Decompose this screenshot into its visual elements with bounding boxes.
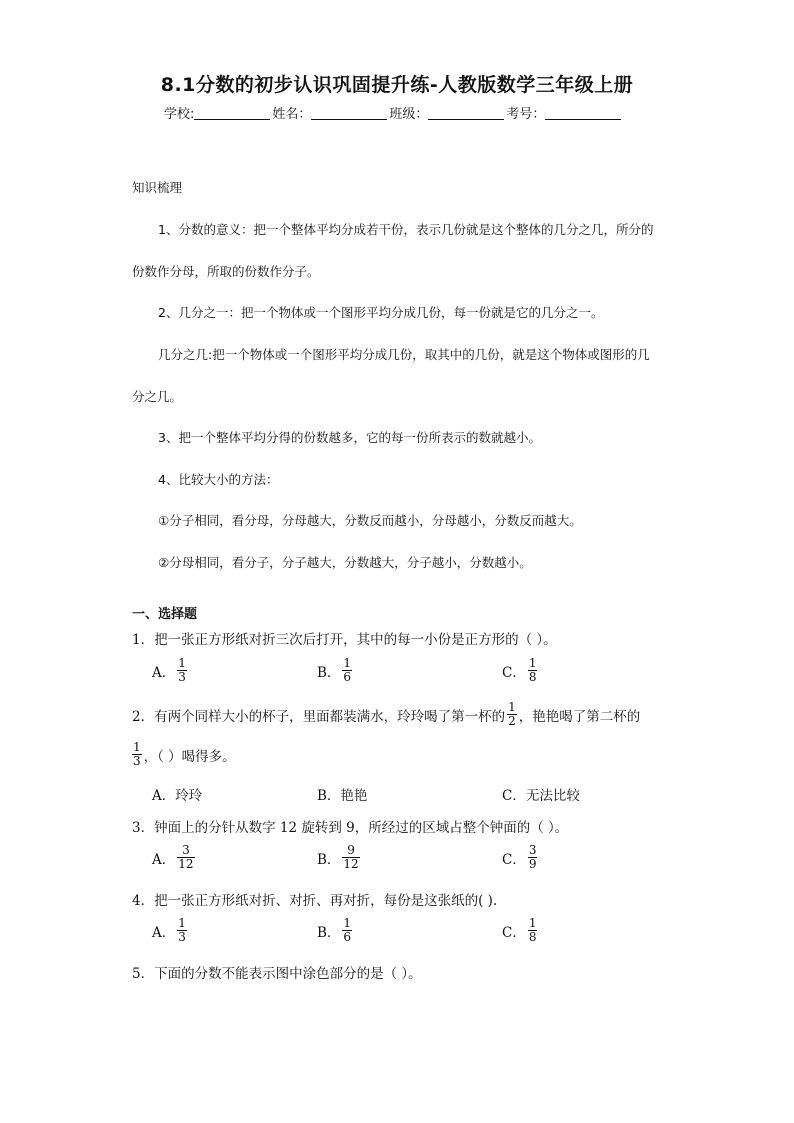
knowledge-point-1a: 1、分数的意义：把一个整体平均分成若干份，表示几份就是这个整体的几分之几，所分的 — [158, 222, 654, 237]
knowledge-point-1b: 份数作分母，所取的份数作分子。 — [132, 264, 320, 279]
fraction: $\frac{1}{3}$ — [178, 656, 186, 684]
fraction: $\frac{1}{8}$ — [528, 916, 537, 944]
option-label: C． — [502, 924, 526, 941]
option-label: B． — [317, 664, 341, 681]
school-blank[interactable] — [194, 107, 270, 120]
school-label: 学校: — [164, 107, 195, 122]
option-text: 玲玲 — [175, 788, 203, 804]
knowledge-heading: 知识梳理 — [132, 180, 183, 195]
option-label: A． — [152, 788, 176, 804]
knowledge-point-2: 2、几分之一：把一个物体或一个图形平均分成几份，每一份就是它的几分之一。 — [158, 305, 604, 320]
knowledge-point-4: 3、把一个整体平均分得的份数越多，它的每一份所表示的数就越小。 — [158, 430, 541, 445]
q2-option-c[interactable] — [502, 784, 580, 804]
option-text: 无法比较 — [525, 788, 580, 804]
q1-option-a[interactable] — [152, 657, 189, 684]
question-1-text: 1．把一张正方形纸对折三次后打开，其中的每一小份是正方形的（ ）。 — [132, 632, 557, 648]
question-4-text: 4．把一张正方形纸对折、对折、再对折，每份是这张纸的( ). — [132, 893, 498, 909]
option-label: B． — [317, 788, 341, 804]
option-label: B． — [317, 851, 341, 868]
option-label: C． — [502, 851, 526, 868]
fraction: $\frac{1}{3}$ — [178, 916, 186, 944]
knowledge-point-6: ①分子相同，看分母，分母越大，分数反而越小，分母越小，分数反而越大。 — [158, 513, 582, 528]
question-5-text: 5．下面的分数不能表示图中涂色部分的是（ ）。 — [132, 966, 422, 982]
question-2-text-b: ，艳艳喝了第二杯的 — [518, 708, 641, 725]
name-blank[interactable] — [311, 107, 387, 120]
q2-option-b[interactable] — [317, 784, 367, 804]
option-label: A． — [152, 924, 176, 941]
knowledge-point-3a: 几分之几:把一个物体或一个图形平均分成几份，取其中的几份，就是这个物体或图形的几 — [158, 347, 650, 362]
fraction: $\frac{1}{6}$ — [343, 656, 352, 684]
option-label: B． — [317, 924, 341, 941]
class-label: 班级： — [389, 107, 429, 122]
q1-option-b[interactable] — [317, 657, 354, 684]
q1-option-c[interactable] — [502, 657, 539, 684]
option-label: C． — [502, 788, 526, 804]
q4-option-a[interactable] — [152, 917, 189, 944]
number-blank[interactable] — [545, 107, 621, 120]
option-text: 艳艳 — [340, 788, 368, 804]
option-label: C． — [502, 664, 526, 681]
knowledge-point-7: ②分母相同，看分子，分子越大，分数越大，分子越小，分数越小。 — [158, 555, 532, 570]
fraction: $\frac{3}{9}$ — [528, 843, 537, 871]
fraction: $\frac{9}{12}$ — [343, 843, 359, 871]
knowledge-point-5: 4、比较大小的方法： — [158, 472, 279, 487]
question-2-line-2 — [132, 741, 236, 768]
q3-option-c[interactable] — [502, 844, 539, 871]
fraction: $\frac{1}{6}$ — [343, 916, 352, 944]
q3-option-a[interactable] — [152, 844, 197, 871]
name-label: 姓名： — [272, 107, 312, 122]
q4-option-b[interactable] — [317, 917, 354, 944]
option-label: A． — [152, 664, 176, 681]
section-heading: 一、选择题 — [132, 607, 198, 622]
number-label: 考号： — [506, 107, 546, 122]
question-2-line-1 — [132, 701, 640, 728]
fraction: $\frac{1}{2}$ — [508, 700, 516, 728]
fraction: $\frac{1}{8}$ — [528, 656, 537, 684]
knowledge-point-3b: 分之几。 — [132, 389, 183, 404]
q2-option-a[interactable] — [152, 784, 202, 804]
fraction: $\frac{3}{12}$ — [178, 843, 194, 871]
class-blank[interactable] — [428, 107, 504, 120]
page-title: 8.1分数的初步认识巩固提升练-人教版数学三年级上册 — [160, 74, 634, 96]
q4-option-c[interactable] — [502, 917, 539, 944]
option-label: A． — [152, 851, 176, 868]
question-2-text-a: 2．有两个同样大小的杯子，里面都装满水，玲玲喝了第一杯的 — [132, 708, 506, 725]
student-info-line — [164, 103, 623, 122]
question-3-text: 3．钟面上的分针从数字 12 旋转到 9，所经过的区域占整个钟面的（ ）。 — [132, 820, 569, 836]
q3-option-b[interactable] — [317, 844, 362, 871]
question-2-text-c: ，（ ）喝得多。 — [143, 748, 236, 765]
fraction: $\frac{1}{3}$ — [133, 740, 141, 768]
